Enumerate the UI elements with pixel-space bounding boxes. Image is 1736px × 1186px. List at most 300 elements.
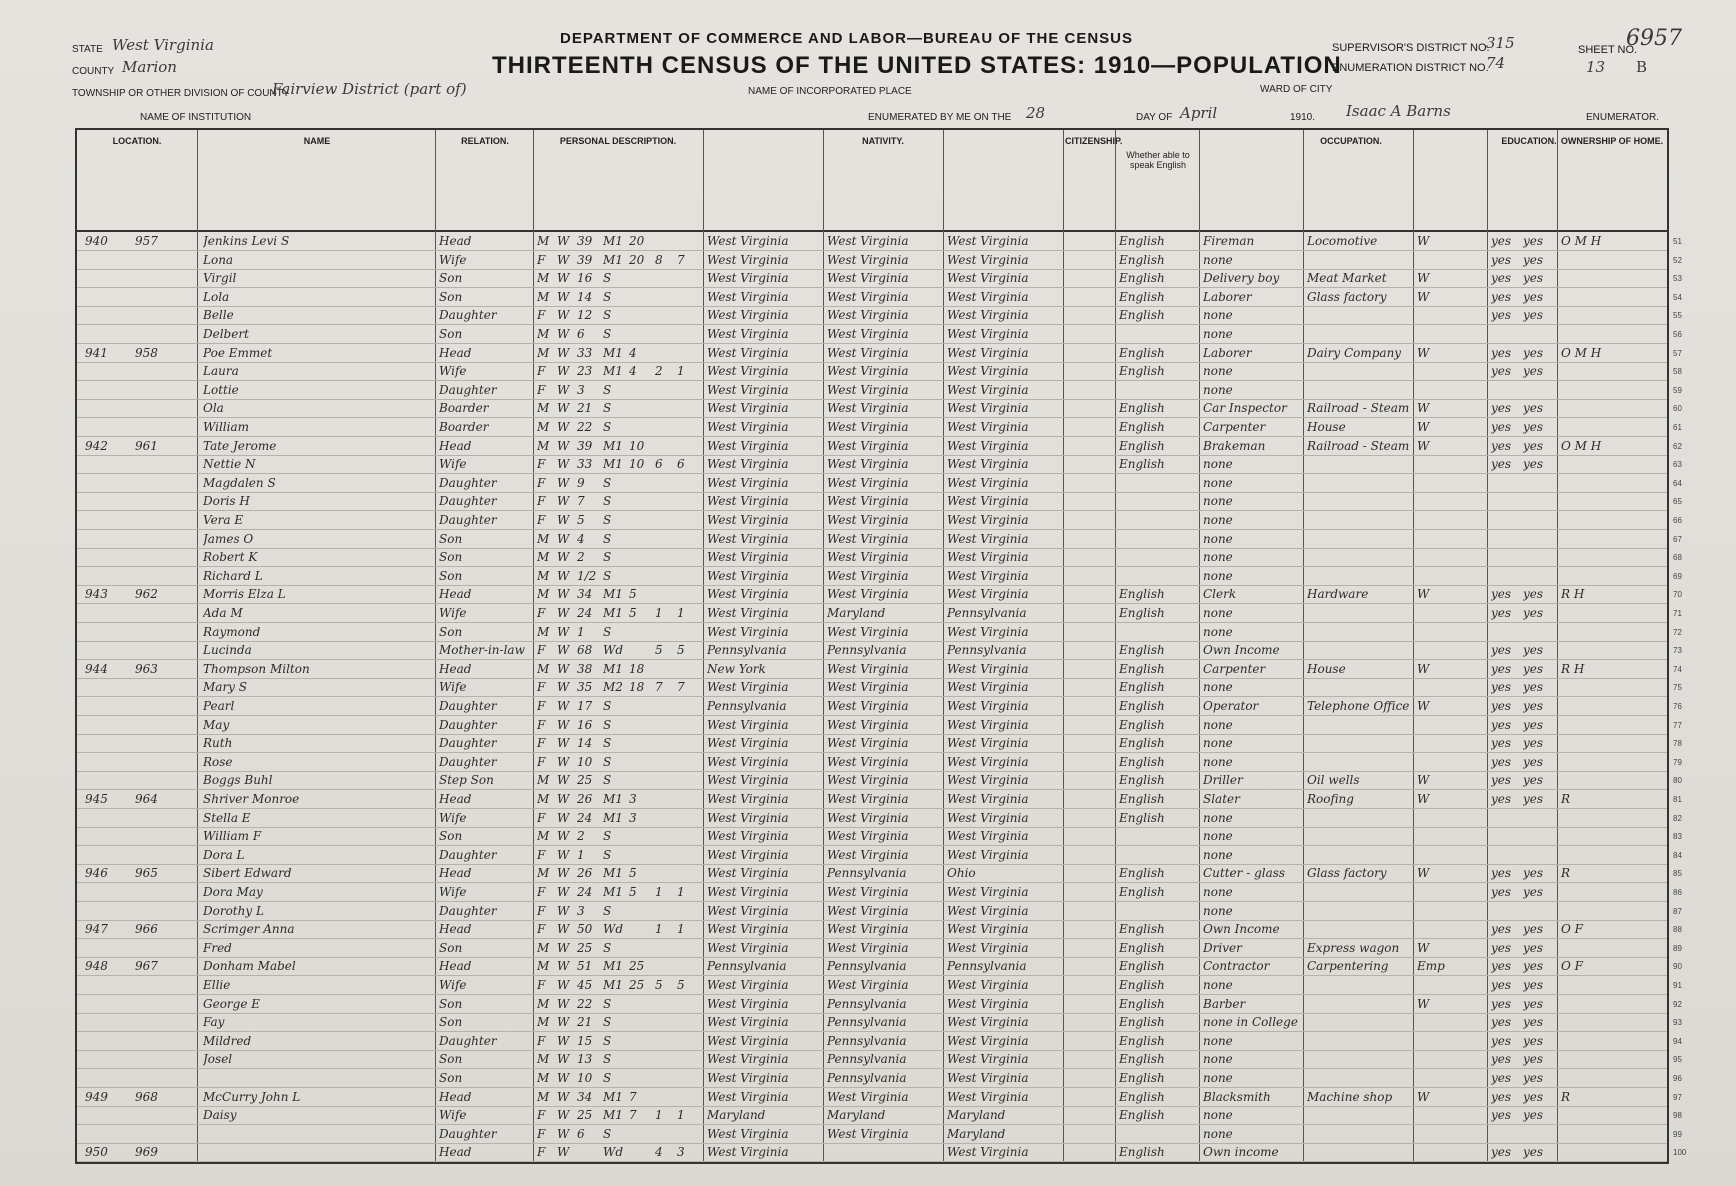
- line-number: 68: [1673, 553, 1682, 563]
- cell-mbp: Maryland: [947, 1108, 1006, 1123]
- cell-name: Laura: [203, 364, 239, 379]
- cell-bp: West Virginia: [707, 810, 789, 825]
- cell-fbp: West Virginia: [827, 587, 909, 602]
- table-row: [77, 1013, 1682, 1033]
- cell-bp: West Virginia: [707, 1126, 789, 1141]
- cell-trade: Own Income: [1203, 643, 1280, 658]
- cell-read: yes: [1523, 289, 1544, 304]
- cell-emp: W: [1417, 587, 1430, 602]
- cell-race: W: [557, 606, 570, 620]
- cell-sex: F: [537, 1145, 546, 1160]
- cell-trade: Clerk: [1203, 587, 1237, 602]
- cell-trade: none: [1203, 327, 1233, 341]
- cell-industry: [1307, 548, 1411, 566]
- county-label: COUNTY: [72, 66, 115, 77]
- cell-mbp: West Virginia: [947, 382, 1029, 397]
- cell-school: yes: [1491, 420, 1512, 434]
- line-number: 86: [1673, 888, 1682, 897]
- cell-bp: West Virginia: [707, 364, 789, 379]
- cell-l: [677, 1125, 699, 1143]
- cell-race: W: [557, 327, 570, 341]
- line-number: 100: [1673, 1148, 1687, 1158]
- cell-l: [677, 1069, 699, 1087]
- cell-mbp: West Virginia: [947, 327, 1029, 341]
- cell-read: yes: [1523, 792, 1544, 806]
- cell-l: [677, 1088, 699, 1106]
- cell-yrs: [629, 1143, 651, 1161]
- cell-family: [135, 976, 183, 994]
- cell-age: 10: [577, 1071, 593, 1085]
- cell-sex: F: [537, 475, 546, 490]
- cell-own: R: [1561, 1089, 1571, 1104]
- cell-mbp: West Virginia: [947, 996, 1029, 1011]
- cell-age: 14: [577, 289, 593, 304]
- cell-rel: Daughter: [439, 308, 497, 323]
- cell-l: [677, 1013, 699, 1031]
- cell-ms: S: [603, 420, 612, 434]
- cell-l: [677, 399, 699, 417]
- sheet-side: B: [1636, 58, 1648, 76]
- cell-yrs: [629, 399, 651, 417]
- cell-l: [677, 660, 699, 678]
- cell-lang: [1119, 530, 1197, 548]
- township-label: TOWNSHIP OR OTHER DIVISION OF COUNTY: [72, 88, 290, 99]
- cell-bp: West Virginia: [707, 531, 789, 546]
- cell-own: [1561, 399, 1661, 417]
- cell-sex: M: [537, 792, 550, 806]
- cell-lang: [1119, 381, 1197, 399]
- cell-fbp: Pennsylvania: [827, 1033, 907, 1048]
- cell-fbp: West Virginia: [827, 1126, 909, 1141]
- table-row: [77, 678, 1682, 698]
- cell-own: [1561, 1032, 1661, 1050]
- header-citizenship: CITIZENSHIP.: [1065, 136, 1123, 146]
- line-number: 53: [1673, 274, 1682, 284]
- cell-rel: Daughter: [439, 1126, 497, 1141]
- cell-ms: Wd: [603, 643, 624, 658]
- line-number: 55: [1673, 311, 1682, 321]
- cell-race: W: [557, 940, 570, 955]
- cell-bp: West Virginia: [707, 587, 789, 602]
- cell-ms: M1: [603, 959, 623, 974]
- cell-l: [677, 344, 699, 362]
- cell-read: yes: [1523, 1089, 1544, 1104]
- cell-industry: House: [1307, 420, 1346, 434]
- cell-name: Mary S: [203, 680, 247, 695]
- cell-fbp: West Virginia: [827, 457, 909, 472]
- table-row: [77, 1143, 1687, 1163]
- cell-lang: English: [1119, 996, 1165, 1011]
- cell-mbp: West Virginia: [947, 550, 1029, 565]
- cell-sex: F: [537, 1108, 546, 1123]
- cell-ms: S: [603, 1126, 612, 1141]
- cell-industry: Meat Market: [1307, 271, 1387, 286]
- cell-emp: [1417, 1125, 1447, 1143]
- cell-l: 7: [677, 680, 685, 695]
- cell-dwelling: [85, 455, 133, 473]
- cell-read: yes: [1523, 1033, 1544, 1048]
- cell-family: [135, 1069, 183, 1087]
- cell-ms: M1: [603, 885, 623, 899]
- cell-lang: English: [1119, 1089, 1165, 1104]
- cell-name: Tate Jerome: [203, 438, 277, 453]
- cell-industry: Roofing: [1307, 792, 1354, 806]
- cell-age: 10: [577, 754, 593, 769]
- cell-read: yes: [1523, 754, 1544, 769]
- cell-dwelling: [85, 269, 133, 287]
- cell-race: W: [557, 1108, 570, 1123]
- cell-industry: [1307, 995, 1411, 1013]
- cell-fbp: West Virginia: [827, 271, 909, 286]
- cell-dwelling: [85, 809, 133, 827]
- table-row: [77, 641, 1682, 661]
- cell-sex: M: [537, 1052, 550, 1067]
- cell-age: 3: [577, 382, 585, 397]
- table-row: [77, 734, 1682, 754]
- cell-trade: Driver: [1203, 940, 1242, 955]
- cell-age: 35: [577, 680, 593, 695]
- cell-family: [135, 697, 183, 715]
- cell-school: [1491, 567, 1521, 585]
- cell-ms: M1: [603, 661, 623, 676]
- cell-name: Magdalen S: [203, 475, 276, 490]
- cell-ms: S: [603, 475, 612, 490]
- cell-name: Vera E: [203, 513, 244, 527]
- cell-trade: none: [1203, 494, 1233, 509]
- cell-name: Shriver Monroe: [203, 792, 300, 806]
- cell-yrs: [629, 269, 651, 287]
- cell-dwelling: [85, 567, 133, 585]
- cell-yrs: [629, 511, 651, 529]
- cell-family: 962: [135, 587, 158, 602]
- cell-yrs: [629, 939, 651, 957]
- cell-lang: [1119, 474, 1197, 492]
- cell-name: Lucinda: [203, 643, 252, 658]
- cell-mbp: West Virginia: [947, 1089, 1029, 1104]
- cell-ms: M1: [603, 1089, 623, 1104]
- cell-fbp: West Virginia: [827, 234, 909, 248]
- cell-own: [1561, 716, 1661, 734]
- cell-family: 968: [135, 1089, 158, 1104]
- cell-school: yes: [1491, 680, 1512, 695]
- cell-industry: [1307, 827, 1411, 845]
- cell-race: W: [557, 680, 570, 695]
- cell-race: W: [557, 401, 570, 416]
- cell-dwelling: [85, 251, 133, 269]
- cell-yrs: 10: [629, 457, 645, 472]
- cell-age: 21: [577, 1015, 593, 1030]
- cell-yrs: [629, 716, 651, 734]
- cell-trade: Own Income: [1203, 922, 1280, 937]
- cell-name: McCurry John L: [203, 1089, 301, 1104]
- sheet-label: SHEET NO.: [1578, 44, 1638, 56]
- line-number: 71: [1673, 609, 1682, 618]
- cell-rel: Son: [439, 829, 463, 844]
- cell-trade: none: [1203, 847, 1233, 862]
- cell-sex: F: [537, 382, 546, 397]
- cell-race: W: [557, 420, 570, 434]
- header-ownership: OWNERSHIP OF HOME.: [1560, 136, 1664, 146]
- line-number: 76: [1673, 702, 1682, 711]
- cell-trade: none: [1203, 308, 1233, 323]
- cell-yrs: 7: [629, 1108, 637, 1123]
- cell-rel: Head: [439, 866, 472, 881]
- cell-lang: English: [1119, 643, 1165, 658]
- cell-ms: M1: [603, 345, 623, 360]
- cell-fbp: West Virginia: [827, 364, 909, 379]
- cell-lang: English: [1119, 271, 1165, 286]
- cell-school: yes: [1491, 996, 1512, 1011]
- cell-own: O F: [1561, 922, 1583, 937]
- cell-read: yes: [1523, 252, 1544, 267]
- cell-family: [135, 846, 183, 864]
- enumerator-label: ENUMERATOR.: [1586, 112, 1659, 123]
- cell-l: 1: [677, 1108, 685, 1123]
- cell-trade: Car Inspector: [1203, 401, 1287, 416]
- cell-emp: [1417, 1032, 1447, 1050]
- cell-rel: Wife: [439, 810, 467, 825]
- cell-bp: West Virginia: [707, 903, 789, 918]
- line-number: 99: [1673, 1129, 1682, 1139]
- cell-bp: West Virginia: [707, 401, 789, 416]
- cell-dwelling: [85, 641, 133, 659]
- cell-name: Virgil: [203, 271, 237, 286]
- cell-family: [135, 883, 183, 901]
- cell-trade: Slater: [1203, 792, 1240, 806]
- cell-l: [677, 325, 699, 343]
- cell-name: George E: [203, 996, 261, 1011]
- cell-fbp: West Virginia: [827, 475, 909, 490]
- cell-age: 34: [577, 1089, 593, 1104]
- cell-l: [677, 809, 699, 827]
- cell-mbp: West Virginia: [947, 829, 1029, 844]
- cell-own: [1561, 809, 1661, 827]
- cell-race: W: [557, 661, 570, 676]
- cell-trade: Driller: [1203, 773, 1243, 788]
- cell-bp: West Virginia: [707, 754, 789, 769]
- cell-own: [1561, 306, 1661, 324]
- cell-rel: Son: [439, 996, 463, 1011]
- cell-dwelling: 942: [85, 438, 108, 453]
- cell-name: Daisy: [203, 1108, 237, 1123]
- cell-own: [1561, 697, 1661, 715]
- cell-b: 8: [655, 252, 663, 267]
- cell-race: W: [557, 1071, 570, 1085]
- cell-bp: West Virginia: [707, 271, 789, 286]
- cell-b: 1: [655, 1108, 663, 1123]
- cell-ms: S: [603, 699, 612, 713]
- cell-dwelling: 947: [85, 922, 108, 937]
- cell-race: W: [557, 234, 570, 248]
- cell-sex: F: [537, 252, 546, 267]
- cell-industry: Machine shop: [1307, 1089, 1393, 1104]
- cell-name: William: [203, 420, 250, 434]
- cell-lang: English: [1119, 717, 1165, 732]
- cell-ms: M1: [603, 364, 623, 379]
- cell-bp: West Virginia: [707, 773, 789, 788]
- cell-race: W: [557, 531, 570, 546]
- cell-school: yes: [1491, 252, 1512, 267]
- cell-school: yes: [1491, 754, 1512, 769]
- cell-dwelling: [85, 306, 133, 324]
- cell-dwelling: [85, 604, 133, 622]
- cell-mbp: West Virginia: [947, 680, 1029, 695]
- cell-own: R H: [1561, 587, 1585, 602]
- cell-mbp: West Virginia: [947, 1015, 1029, 1030]
- line-number: 88: [1673, 925, 1682, 935]
- cell-emp: [1417, 623, 1447, 641]
- cell-family: [135, 474, 183, 492]
- cell-emp: [1417, 1013, 1447, 1031]
- cell-own: [1561, 771, 1661, 789]
- line-number: 75: [1673, 683, 1682, 693]
- cell-own: O F: [1561, 959, 1583, 974]
- cell-trade: none: [1203, 1108, 1233, 1123]
- cell-name: Ada M: [203, 606, 243, 620]
- cell-l: [677, 437, 699, 455]
- cell-mbp: Pennsylvania: [947, 606, 1027, 620]
- cell-name: Fay: [203, 1015, 225, 1030]
- line-number: 82: [1673, 813, 1682, 823]
- table-row: [77, 344, 1682, 364]
- cell-family: [135, 716, 183, 734]
- cell-read: yes: [1523, 587, 1544, 602]
- line-number: 96: [1673, 1074, 1682, 1083]
- cell-bp: New York: [707, 661, 766, 676]
- cell-school: yes: [1491, 1145, 1512, 1160]
- cell-school: yes: [1491, 1089, 1512, 1104]
- cell-age: 1: [577, 847, 585, 862]
- cell-own: [1561, 567, 1661, 585]
- cell-dwelling: [85, 902, 133, 920]
- cell-family: 965: [135, 866, 158, 881]
- cell-rel: Son: [439, 624, 463, 639]
- cell-school: [1491, 846, 1521, 864]
- cell-industry: [1307, 455, 1411, 473]
- cell-bp: West Virginia: [707, 438, 789, 453]
- cell-school: yes: [1491, 271, 1512, 286]
- cell-read: yes: [1523, 1015, 1544, 1030]
- cell-ms: S: [603, 773, 612, 788]
- department-heading: DEPARTMENT OF COMMERCE AND LABOR—BUREAU OF THE CENSUS: [560, 30, 1133, 47]
- cell-yrs: [629, 1050, 651, 1068]
- cell-fbp: Pennsylvania: [827, 1071, 907, 1085]
- cell-own: [1561, 455, 1661, 473]
- cell-fbp: West Virginia: [827, 736, 909, 751]
- cell-trade: Contractor: [1203, 959, 1270, 974]
- cell-b: [655, 716, 675, 734]
- cell-own: [1561, 902, 1661, 920]
- cell-fbp: [827, 1143, 941, 1161]
- cell-l: [677, 530, 699, 548]
- cell-family: [135, 548, 183, 566]
- table-row: [77, 771, 1682, 791]
- cell-ms: S: [603, 1071, 612, 1085]
- cell-dwelling: 948: [85, 959, 108, 974]
- table-row: [77, 1050, 1682, 1070]
- cell-age: 25: [577, 940, 593, 955]
- cell-sex: M: [537, 438, 550, 453]
- cell-dwelling: [85, 1125, 133, 1143]
- cell-trade: none: [1203, 810, 1233, 825]
- cell-read: [1523, 902, 1553, 920]
- cell-race: W: [557, 550, 570, 565]
- cell-trade: none: [1203, 606, 1233, 620]
- cell-yrs: [629, 641, 651, 659]
- cell-fbp: West Virginia: [827, 420, 909, 434]
- header-name: NAME: [303, 136, 331, 146]
- cell-ms: S: [603, 717, 612, 732]
- cell-sex: F: [537, 308, 546, 323]
- cell-dwelling: [85, 771, 133, 789]
- cell-industry: [1307, 976, 1411, 994]
- cell-own: [1561, 1125, 1661, 1143]
- cell-school: yes: [1491, 773, 1512, 788]
- cell-b: [655, 846, 675, 864]
- cell-school: [1491, 325, 1521, 343]
- cell-mbp: West Virginia: [947, 1071, 1029, 1085]
- cell-age: 50: [577, 922, 593, 937]
- cell-industry: [1307, 678, 1411, 696]
- cell-age: 26: [577, 792, 593, 806]
- cell-school: yes: [1491, 364, 1512, 379]
- cell-lang: English: [1119, 959, 1165, 974]
- cell-mbp: West Virginia: [947, 364, 1029, 379]
- cell-industry: [1307, 511, 1411, 529]
- cell-industry: Carpentering: [1307, 959, 1389, 974]
- cell-l: [677, 846, 699, 864]
- cell-dwelling: [85, 362, 133, 380]
- cell-school: [1491, 623, 1521, 641]
- cell-mbp: West Virginia: [947, 1033, 1029, 1048]
- cell-read: yes: [1523, 271, 1544, 286]
- cell-trade: none: [1203, 978, 1233, 992]
- cell-own: [1561, 1143, 1661, 1161]
- table-row: [77, 511, 1682, 531]
- cell-b: [655, 864, 675, 882]
- cell-fbp: West Virginia: [827, 1089, 909, 1104]
- cell-race: W: [557, 364, 570, 379]
- cell-l: [677, 771, 699, 789]
- cell-age: 39: [577, 438, 593, 453]
- cell-industry: Hardware: [1307, 587, 1369, 602]
- cell-emp: [1417, 902, 1447, 920]
- cell-lang: English: [1119, 606, 1165, 620]
- cell-own: [1561, 269, 1661, 287]
- township-value: Fairview District (part of): [272, 80, 467, 98]
- cell-mbp: West Virginia: [947, 1052, 1029, 1067]
- cell-l: [677, 511, 699, 529]
- cell-rel: Head: [439, 922, 472, 937]
- cell-age: 33: [577, 345, 593, 360]
- cell-trade: none: [1203, 1126, 1233, 1141]
- cell-school: yes: [1491, 866, 1512, 881]
- cell-ms: S: [603, 736, 612, 751]
- cell-family: [135, 362, 183, 380]
- cell-b: [655, 492, 675, 510]
- cell-age: 25: [577, 1108, 593, 1123]
- cell-lang: English: [1119, 1145, 1165, 1160]
- cell-sex: M: [537, 1015, 550, 1030]
- cell-race: W: [557, 754, 570, 769]
- cell-read: yes: [1523, 1145, 1544, 1160]
- cell-lang: English: [1119, 792, 1165, 806]
- cell-family: [135, 306, 183, 324]
- cell-name: Boggs Buhl: [203, 773, 273, 788]
- cell-race: W: [557, 1145, 570, 1160]
- cell-read: yes: [1523, 643, 1544, 658]
- cell-own: [1561, 678, 1661, 696]
